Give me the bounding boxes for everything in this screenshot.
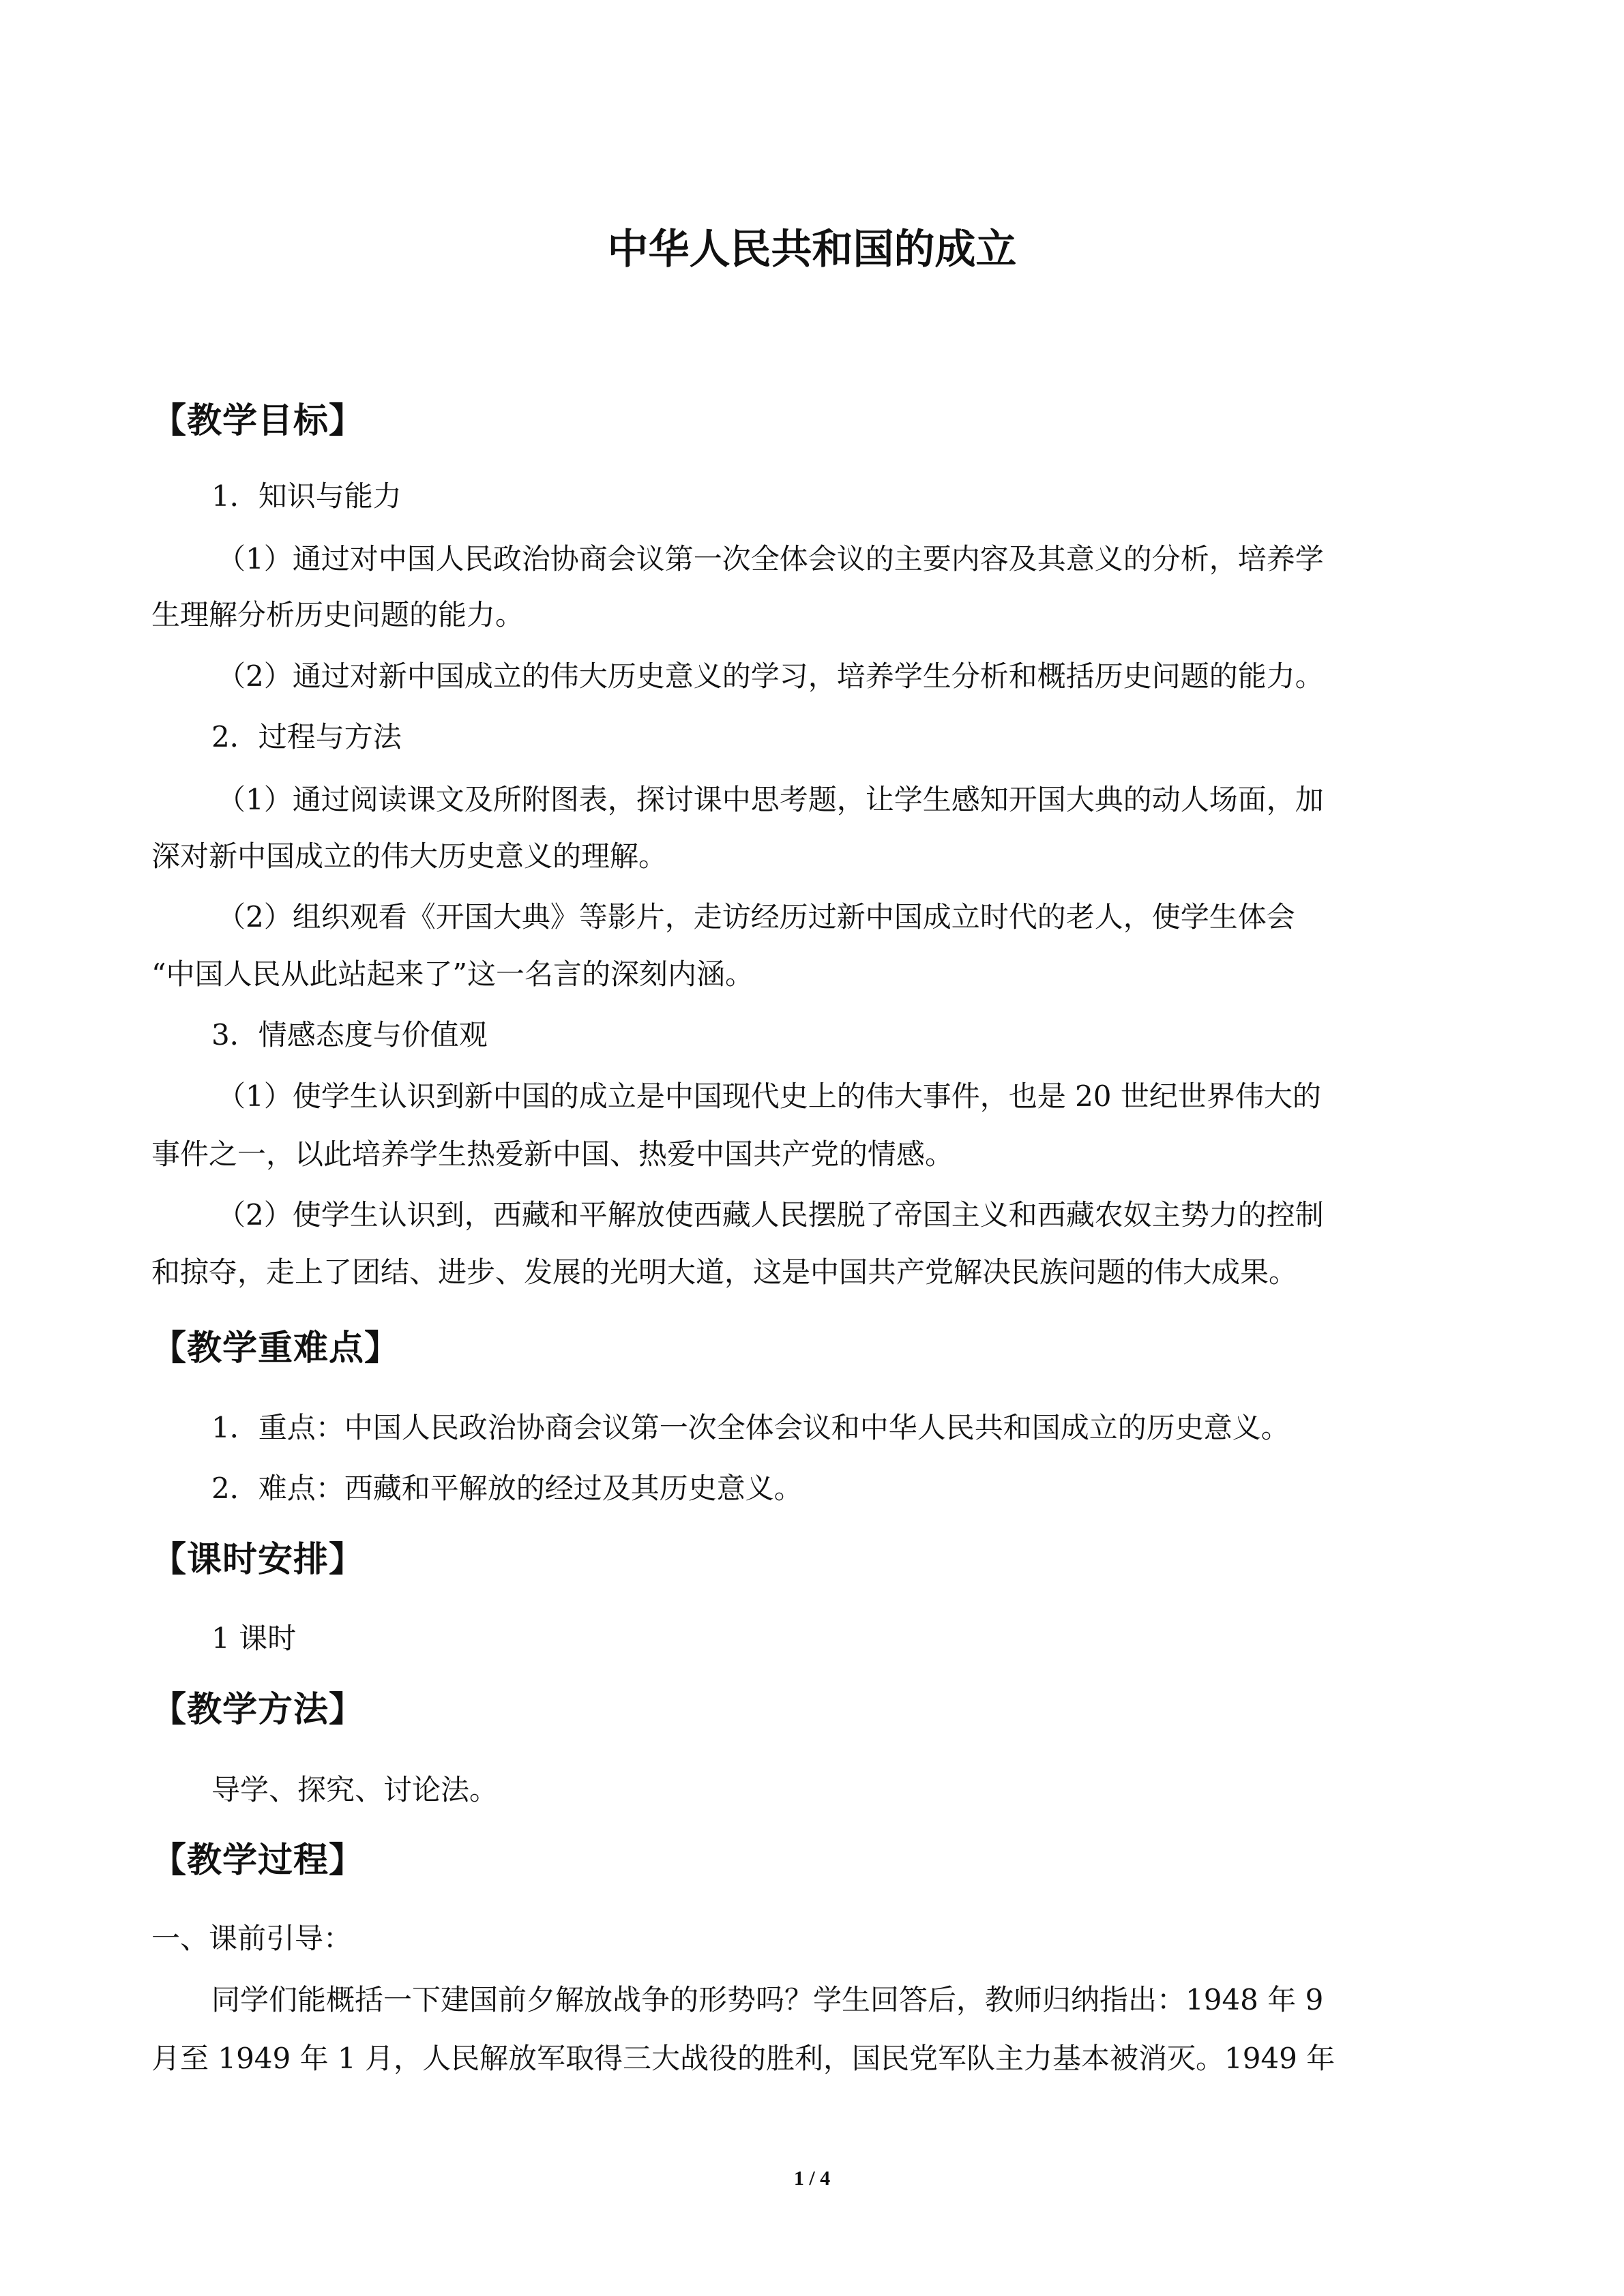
paragraph-line: （2）使学生认识到，西藏和平解放使西藏人民摆脱了帝国主义和西藏农奴主势力的控制: [217, 1198, 1324, 1232]
paragraph-line: 1．知识与能力: [211, 479, 402, 513]
heading-teaching-objectives: 【教学目标】: [151, 401, 365, 441]
paragraph-line: 1．重点：中国人民政治协商会议第一次全体会议和中华人民共和国成立的历史意义。: [211, 1411, 1290, 1444]
paragraph-line: “中国人民从此站起来了”这一名言的深刻内涵。: [151, 957, 754, 991]
paragraph-line: 3．情感态度与价值观: [211, 1018, 488, 1052]
page-number: 1 / 4: [793, 2167, 831, 2190]
document-title: 中华人民共和国的成立: [607, 226, 1017, 273]
paragraph-line: （2）通过对新中国成立的伟大历史意义的学习，培养学生分析和概括历史问题的能力。: [217, 659, 1324, 693]
paragraph-line: 1 课时: [211, 1622, 297, 1655]
paragraph-line: 事件之一，以此培养学生热爱新中国、热爱中国共产党的情感。: [151, 1137, 954, 1171]
heading-key-points: 【教学重难点】: [151, 1328, 400, 1369]
paragraph-line: 月至 1949 年 1 月，人民解放军取得三大战役的胜利，国民党军队主力基本被消灭。1949 年: [151, 2042, 1335, 2075]
paragraph-line: 2．难点：西藏和平解放的经过及其历史意义。: [211, 1472, 803, 1505]
paragraph-line: 深对新中国成立的伟大历史意义的理解。: [151, 839, 668, 873]
paragraph-line: 和掠夺，走上了团结、进步、发展的光明大道，这是中国共产党解决民族问题的伟大成果。: [151, 1255, 1298, 1289]
paragraph-line: 同学们能概括一下建国前夕解放战争的形势吗？学生回答后，教师归纳指出：1948 年 9: [211, 1983, 1324, 2016]
paragraph-line: （1）通过阅读课文及所附图表，探讨课中思考题，让学生感知开国大典的动人场面，加: [217, 783, 1324, 816]
heading-teaching-methods: 【教学方法】: [151, 1690, 365, 1730]
heading-teaching-process: 【教学过程】: [151, 1840, 365, 1881]
paragraph-line: （1）使学生认识到新中国的成立是中国现代史上的伟大事件，也是 20 世纪世界伟大的: [217, 1079, 1321, 1113]
heading-class-schedule: 【课时安排】: [151, 1540, 365, 1580]
paragraph-line: （1）通过对中国人民政治协商会议第一次全体会议的主要内容及其意义的分析，培养学: [217, 542, 1324, 576]
paragraph-line: 生理解分析历史问题的能力。: [151, 598, 525, 631]
paragraph-line: 2．过程与方法: [211, 720, 402, 754]
paragraph-line: 导学、探究、讨论法。: [211, 1773, 499, 1806]
paragraph-line: 一、课前引导：: [151, 1922, 353, 1955]
paragraph-line: （2）组织观看《开国大典》等影片，走访经历过新中国成立时代的老人，使学生体会: [217, 900, 1295, 934]
